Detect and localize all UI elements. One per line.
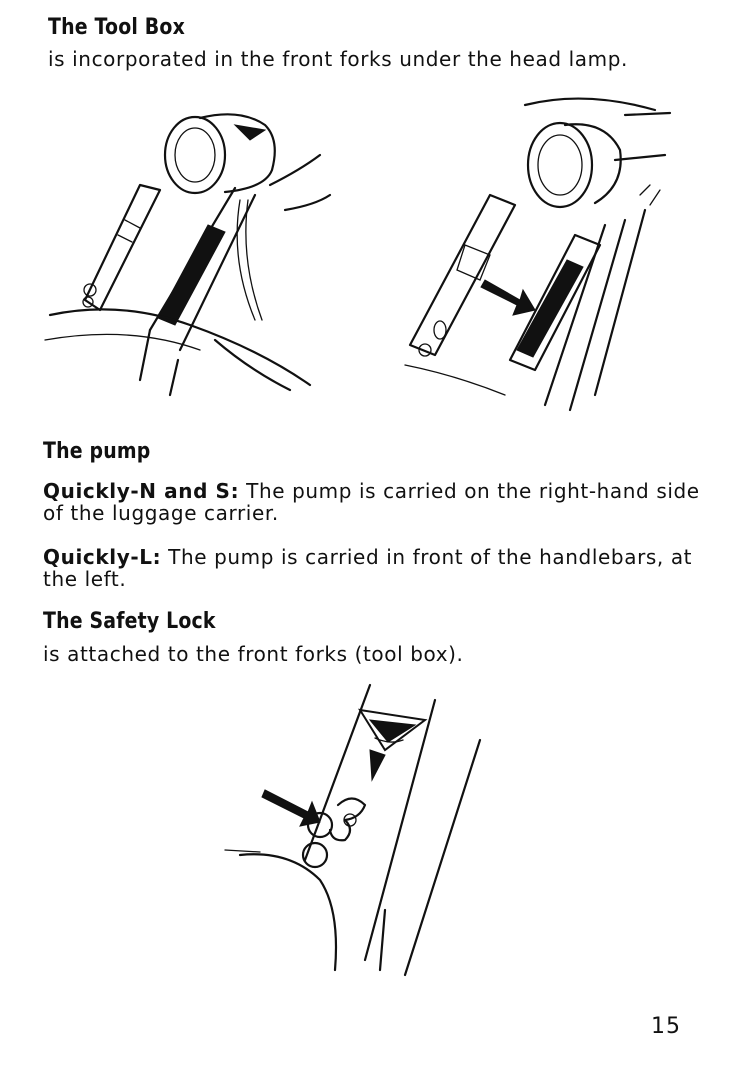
lock-text: is attached to the front forks (tool box). (43, 642, 464, 666)
pump-paragraph-1 (43, 480, 703, 524)
toolbox-text: is incorporated in the front forks under the head lamp. (48, 47, 628, 71)
pump-heading: The pump (43, 439, 151, 464)
pump-paragraph-2 (43, 546, 703, 590)
toolbox-illustration-right (395, 95, 695, 415)
pump-p1-text: The pump is carried on the right-hand side of the luggage carrier. (43, 479, 700, 525)
pump-p1-lead: Quickly-N and S: (43, 479, 240, 503)
toolbox-heading: The Tool Box (48, 15, 185, 40)
pump-p2-lead: Quickly-L: (43, 545, 162, 569)
pump-p2-text: The pump is carried in front of the handlebars, at the left. (43, 545, 693, 591)
page-number: 15 (651, 1014, 681, 1039)
toolbox-illustration-left (40, 100, 340, 400)
lock-heading: The Safety Lock (43, 609, 216, 634)
safety-lock-illustration (220, 680, 500, 980)
